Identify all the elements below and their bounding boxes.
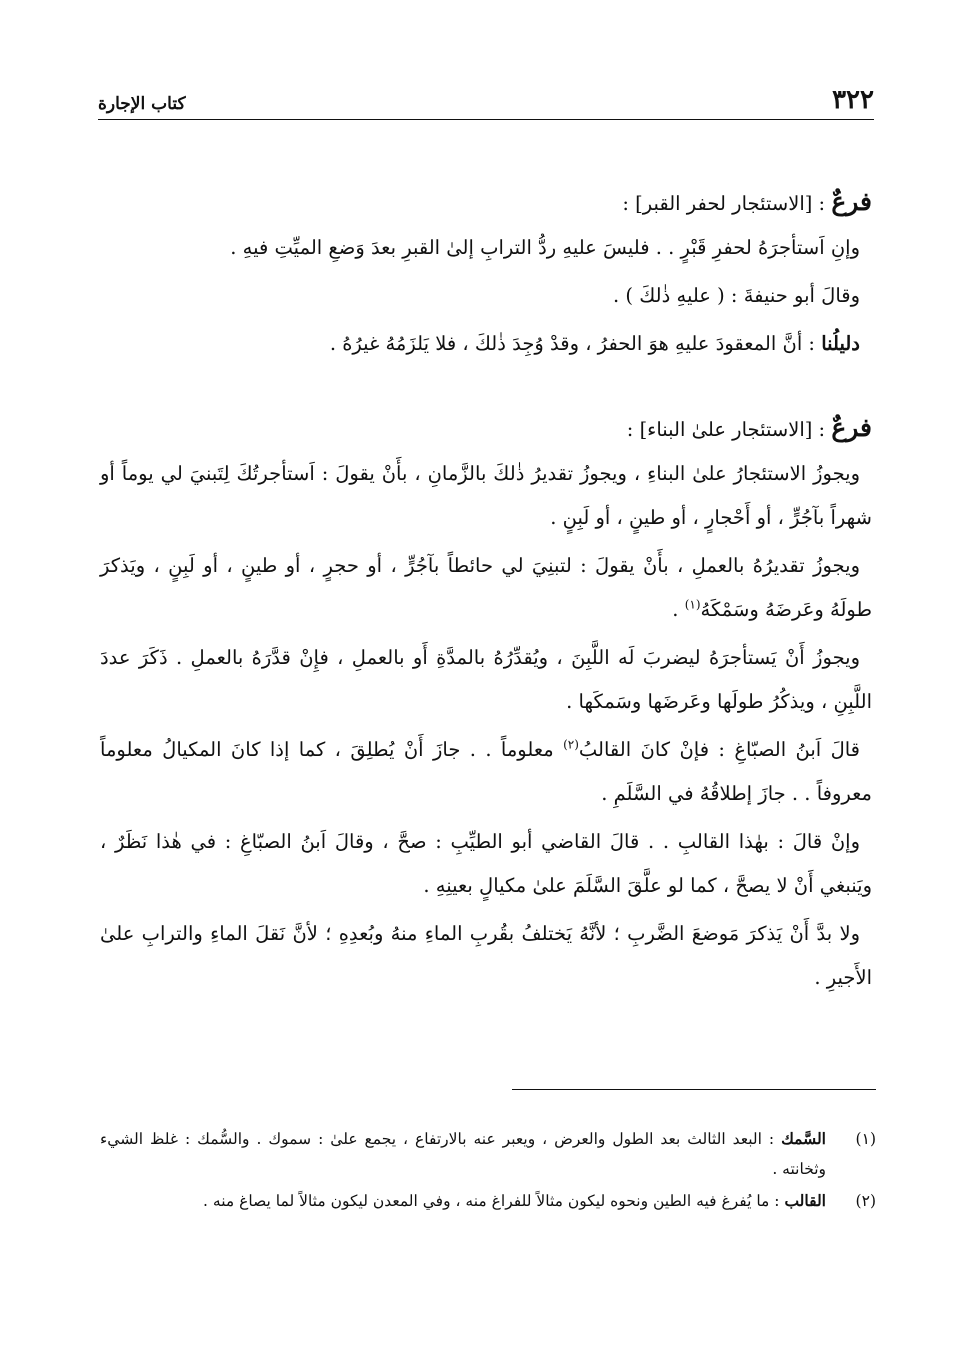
paragraph-evidence bbox=[100, 322, 872, 366]
footnote-body bbox=[100, 1186, 826, 1216]
footnotes bbox=[100, 1124, 876, 1218]
main-text bbox=[100, 180, 872, 1004]
paragraph: ولا بدَّ أَنْ يَذكرَ مَوضعَ الضَّربِ ؛ لأنَّهُ يَختلفُ بقُربِ الماءِ منهُ وبُعدِهِ ؛ لأنَّ نَقلَ الماءِ والترابِ علىٰ الأَجيرِ . bbox=[100, 922, 872, 989]
paragraph: ويجوزُ أَنْ يَستأجرَهُ ليضربَ لَه اللَّبِنَ ، ويُقدِّرُهُ بالمدَّةِ أَو بالعملِ ، فإِنْ قدَّرَهُ بالعملِ . ذَكَرَ عددَ اللَّبِنِ ، ويذكُرُ طولَها وعَرضَها وسَمكَها . bbox=[100, 646, 872, 713]
footnote-term: القالب bbox=[784, 1191, 826, 1210]
paragraph bbox=[100, 728, 872, 816]
footnote-marker[interactable]: (١) bbox=[684, 597, 701, 612]
paragraph: ويجوزُ الاستئجارُ علىٰ البناءِ ، ويجوزُ تقديرُ ذٰلكَ بالزَّمانِ ، بأَنْ يقولَ : اَستأجرتُكَ لِتَبنيَ لي يوماً أو شهراً بآجُرٍّ ، أو أَحْجارٍ ، أو طينٍ ، أو لَبِنٍ . bbox=[100, 462, 872, 529]
footnote-marker[interactable]: (٢) bbox=[563, 737, 579, 752]
footnote-text: : ما يُفرغ فيه الطين ونحوه ليكون مثالاً للفراغ منه ، وفي المعدن ليكون مثالاً لما يصاغ منه . bbox=[203, 1192, 785, 1210]
running-title: كتاب الإجارة bbox=[98, 94, 186, 114]
page-header bbox=[98, 82, 874, 120]
footnote bbox=[100, 1124, 876, 1184]
paragraph-text: : أنَّ المعقودَ عليهِ هوَ الحفرُ ، وقدْ وُجِدَ ذٰلكَ ، فلا يَلزَمُهُ غيرُهُ . bbox=[329, 332, 822, 355]
heading-title: : [الاستئجار علىٰ البناء] : bbox=[626, 418, 832, 441]
paragraph: وإنْ قالَ : بهٰذا القالبِ . . قالَ القاضي أبو الطيِّبِ : صحَّ ، وقالَ اَبنُ الصبّاغِ : في هٰذا نَظَرٌ ، ويَنبغي أَنْ لا يصحَّ ، كما لو علَّقَ السَّلَمَ علىٰ مكيالٍ بعينِهِ . bbox=[100, 830, 872, 897]
section-heading-building bbox=[100, 406, 872, 452]
footnote-term: السَّمك bbox=[781, 1129, 826, 1148]
footnote-separator bbox=[512, 1089, 876, 1090]
evidence-lead-word: دليلُنا bbox=[821, 332, 860, 355]
paragraph-text: ويجوزُ تقديرُهُ بالعملِ ، بأَنْ يقولَ : لتبنِيَ لي حائطاً بآجُرٍّ ، أو حجرٍ ، أو طينٍ ، أو لَبِنٍ ، ويَذكرَ طولَهُ وعَرضَهُ وسَمْكَهُ bbox=[100, 554, 872, 621]
paragraph-text: . bbox=[672, 598, 685, 621]
page-number: ٣٢٢ bbox=[832, 85, 874, 115]
heading-title: : [الاستئجار لحفر القبر] : bbox=[622, 192, 832, 215]
footnote bbox=[100, 1186, 876, 1216]
heading-lead-word: فرعٌ bbox=[831, 187, 872, 216]
paragraph: وقالَ أبو حنيفةَ : ( عليهِ ذٰلكَ ) . bbox=[613, 284, 860, 307]
section-gap bbox=[100, 370, 872, 406]
footnote-text: : البعد الثالث بعد الطول والعرض ، ويعبر عنه بالارتفاع ، يجمع علىٰ : سموك . والسُّمك : غلظ الشيء وثخانته . bbox=[100, 1130, 826, 1178]
paragraph bbox=[100, 544, 872, 632]
heading-lead-word: فرعٌ bbox=[831, 413, 872, 442]
section-heading-grave bbox=[100, 180, 872, 226]
paragraph-text: معلوماً . . جازَ أَنْ يُطلِقَ ، كما إذا كانَ المكيالُ معلوماً معروفاً . . جازَ إطلاقُهُ في السَّلَمِ . bbox=[100, 738, 872, 805]
paragraph: وإنِ اَستأجرَهُ لحفرِ قَبْرٍ . . فليسَ عليهِ ردُّ الترابِ إلىٰ القبرِ بعدَ وَضعِ الميِّتِ فيهِ . bbox=[230, 236, 860, 259]
footnote-number: (١) bbox=[855, 1130, 876, 1148]
paragraph-text: قالَ اَبنُ الصبّاغِ : فإنْ كانَ القالبُ bbox=[578, 738, 861, 761]
footnote-body bbox=[100, 1124, 826, 1184]
footnote-number: (٢) bbox=[855, 1192, 876, 1210]
